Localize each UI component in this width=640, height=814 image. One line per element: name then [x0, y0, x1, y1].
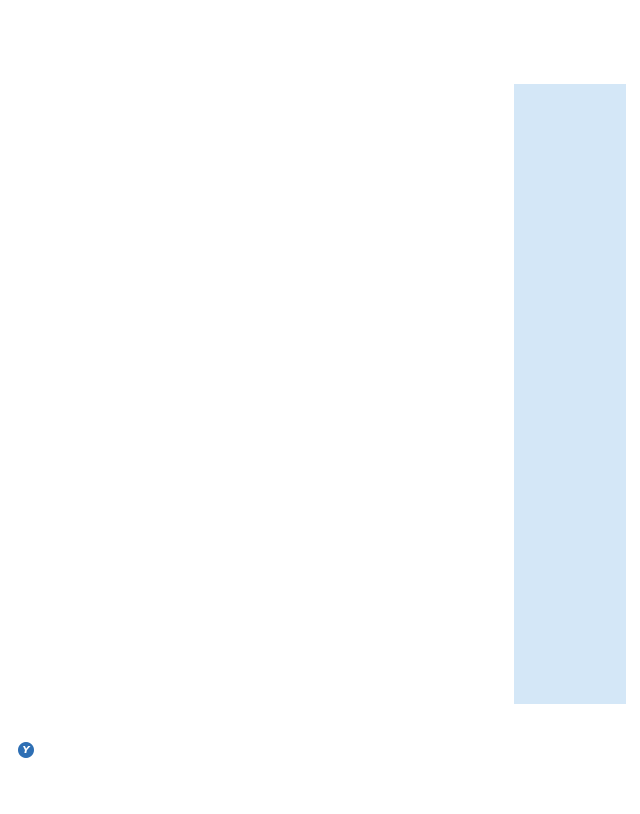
yonhap-logo-icon: Y: [18, 742, 34, 758]
korea-highlight-column: [514, 84, 626, 704]
logo: [18, 742, 38, 758]
